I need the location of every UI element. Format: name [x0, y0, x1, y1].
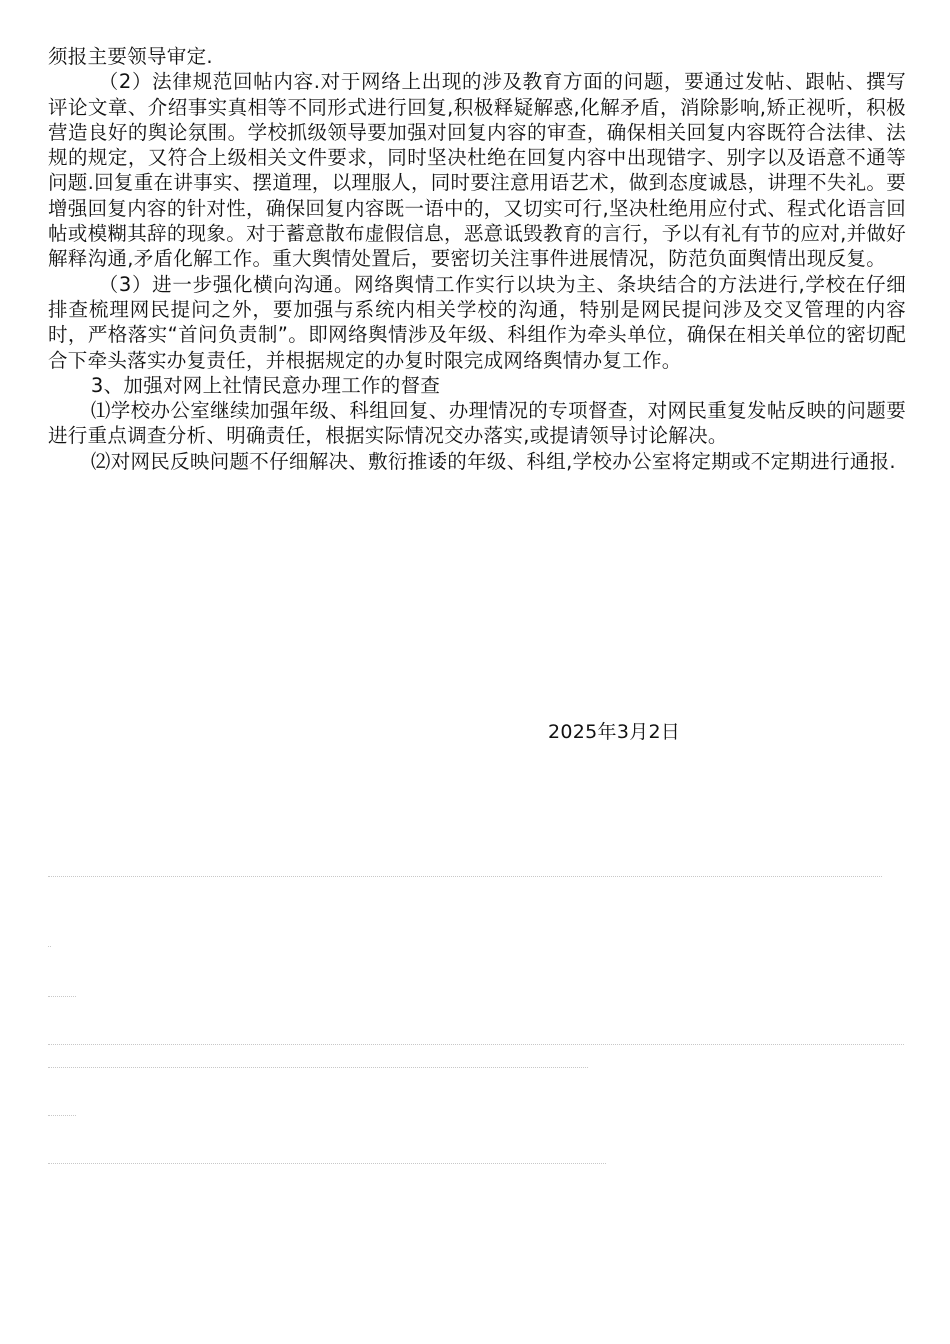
dotted-rule: [48, 1163, 606, 1164]
dotted-rule: [48, 876, 882, 877]
paragraph-subitem-1: ⑴学校办公室继续加强年级、科组回复、办理情况的专项督查，对网民重复发帖反映的问题要进行重点调查分析、明确责任，根据实际情况交办落实,或提请领导讨论解决。: [48, 399, 906, 448]
dotted-rule: [48, 1115, 76, 1116]
paragraph-subitem-2: ⑵对网民反映问题不仔细解决、敷衍推诿的年级、科组,学校办公室将定期或不定期进行通报.: [90, 449, 896, 473]
dotted-rule: [48, 1044, 904, 1045]
section-heading-3: 3、加强对网上社情民意办理工作的督查: [90, 373, 441, 397]
paragraph-item-3: （3）进一步强化横向沟通。网络舆情工作实行以块为主、条块结合的方法进行,学校在仔细排查梳理网民提问之外，要加强与系统内相关学校的沟通，特别是网民提问涉及交叉管理的内容时，严格落实“首问负责制”。即网络舆情涉及年级、科组作为牵头单位，确保在相关单位的密切配合下牵头落实办复责任，并根据规定的办复时限完成网络舆情办复工作。: [48, 272, 906, 372]
paragraph-item-2: （2）法律规范回帖内容.对于网络上出现的涉及教育方面的问题，要通过发帖、跟帖、撰写评论文章、介绍事实真相等不同形式进行回复,积极释疑解惑,化解矛盾，消除影响,矫正视听，积极营造良好的舆论氛围。学校抓级领导要加强对回复内容的审查，确保相关回复内容既符合法律、法规的规定，又符合上级相关文件要求，同时坚决杜绝在回复内容中出现错字、别字以及语意不通等问题.回复重在讲事实、摆道理，以理服人，同时要注意用语艺术，做到态度诚恳，讲理不失礼。要增强回复内容的针对性，确保回复内容既一语中的，又切实可行,坚决杜绝用应付式、程式化语言回帖或模糊其辞的现象。对于蓄意散布虚假信息，恶意诋毁教育的言行，予以有礼有节的应对,并做好解释沟通,矛盾化解工作。重大舆情处置后，要密切关注事件进展情况，防范负面舆情出现反复。: [48, 70, 906, 271]
dotted-rule: [48, 996, 76, 997]
document-body: [48, 44, 906, 474]
paragraph-continuation: 须报主要领导审定.: [48, 45, 213, 68]
dotted-rule: [48, 946, 51, 947]
document-date: 2025年3月2日: [548, 721, 681, 743]
dotted-rule: [48, 1067, 588, 1068]
